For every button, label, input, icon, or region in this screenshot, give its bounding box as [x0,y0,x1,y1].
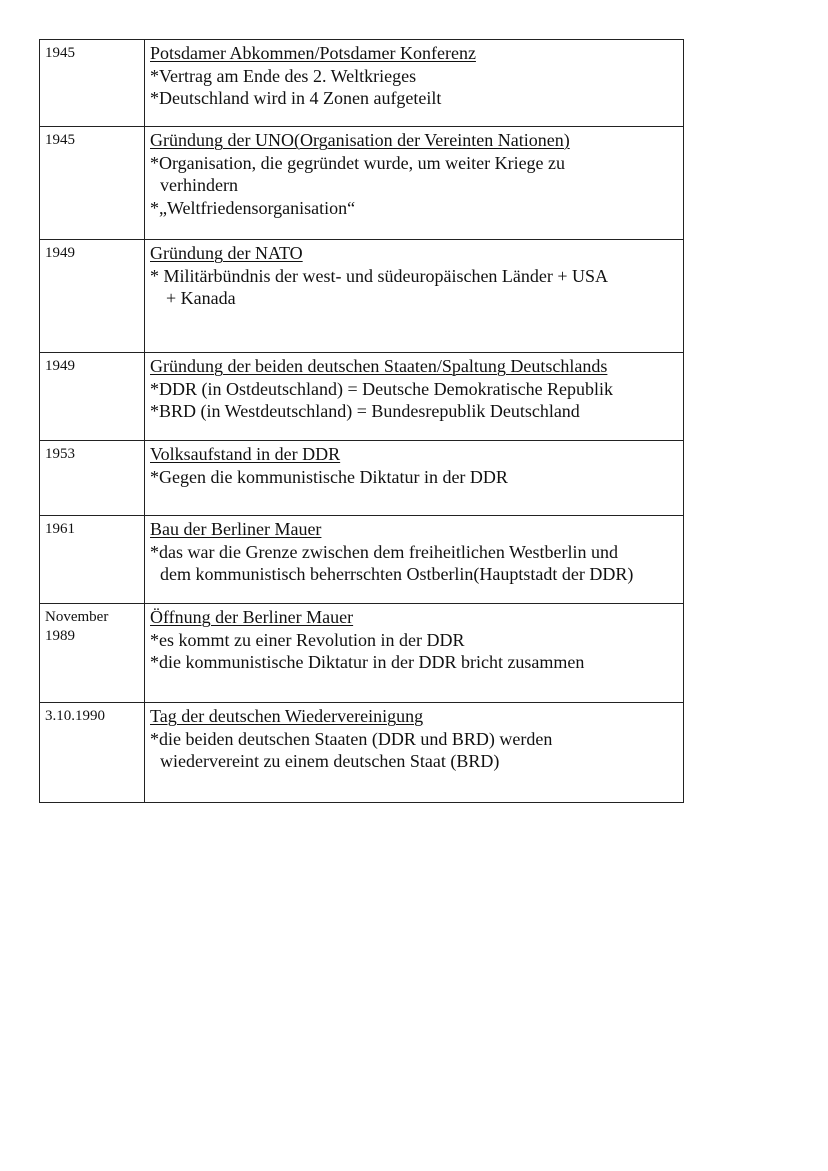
table-row [40,240,684,353]
event-detail: *Gegen die kommunistische Diktatur in der DDR [150,466,508,487]
event-detail: *es kommt zu einer Revolution in der DDR [150,629,465,650]
date-cell [40,604,145,703]
event-detail: * Militärbündnis der west- und südeuropäischen Länder + USA [150,265,609,286]
event-cell [145,240,684,353]
date-text: November [45,609,109,625]
date-text: 1989 [45,628,75,644]
date-cell [40,516,145,604]
date-cell [40,703,145,803]
date-text: 1945 [45,132,75,148]
event-detail: *DDR (in Ostdeutschland) = Deutsche Demokratische Republik [150,378,614,399]
event-title: Bau der Berliner Mauer [150,519,322,539]
date-text: 1953 [45,446,75,462]
table-row [40,127,684,240]
table-row [40,353,684,441]
table-row [40,516,684,604]
event-cell [145,604,684,703]
date-cell [40,240,145,353]
table-row [40,40,684,127]
table-row [40,604,684,703]
date-text: 1949 [45,245,75,261]
event-title: Tag der deutschen Wiedervereinigung [150,706,424,726]
table-row [40,441,684,516]
event-detail: *BRD (in Westdeutschland) = Bundesrepublik Deutschland [150,401,580,421]
event-cell [145,703,684,803]
event-detail: *„Weltfriedensorganisation“ [150,197,356,218]
event-title: Gründung der beiden deutschen Staaten/Spaltung Deutschlands [150,356,608,376]
event-detail: + Kanada [166,288,236,308]
event-detail: dem kommunistisch beherrschten Ostberlin(Hauptstadt der DDR) [160,564,634,584]
timeline-table [39,39,684,803]
event-detail: *die beiden deutschen Staaten (DDR und BRD) werden [150,728,553,749]
event-cell [145,40,684,127]
event-detail: *das war die Grenze zwischen dem freiheitlichen Westberlin und [150,541,619,562]
event-title: Potsdamer Abkommen/Potsdamer Konferenz [150,43,476,63]
event-detail: verhindern [160,175,238,195]
date-text: 3.10.1990 [45,708,105,724]
date-cell [40,441,145,516]
event-detail: *Deutschland wird in 4 Zonen aufgeteilt [150,88,442,108]
date-cell [40,127,145,240]
event-cell [145,516,684,604]
table-row [40,703,684,803]
event-title: Öffnung der Berliner Mauer [150,607,354,627]
date-text: 1961 [45,521,75,537]
date-cell [40,40,145,127]
event-cell [145,441,684,516]
event-detail: *die kommunistische Diktatur in der DDR bricht zusammen [150,652,585,672]
event-title: Gründung der UNO(Organisation der Vereinten Nationen) [150,130,570,150]
event-cell [145,127,684,240]
event-detail: wiedervereint zu einem deutschen Staat (BRD) [160,751,500,771]
event-detail: *Organisation, die gegründet wurde, um weiter Kriege zu [150,152,566,173]
date-text: 1949 [45,358,75,374]
event-title: Volksaufstand in der DDR [150,444,341,464]
date-cell [40,353,145,441]
event-title: Gründung der NATO [150,243,303,263]
event-cell [145,353,684,441]
event-detail: *Vertrag am Ende des 2. Weltkrieges [150,65,417,86]
date-text: 1945 [45,45,75,61]
